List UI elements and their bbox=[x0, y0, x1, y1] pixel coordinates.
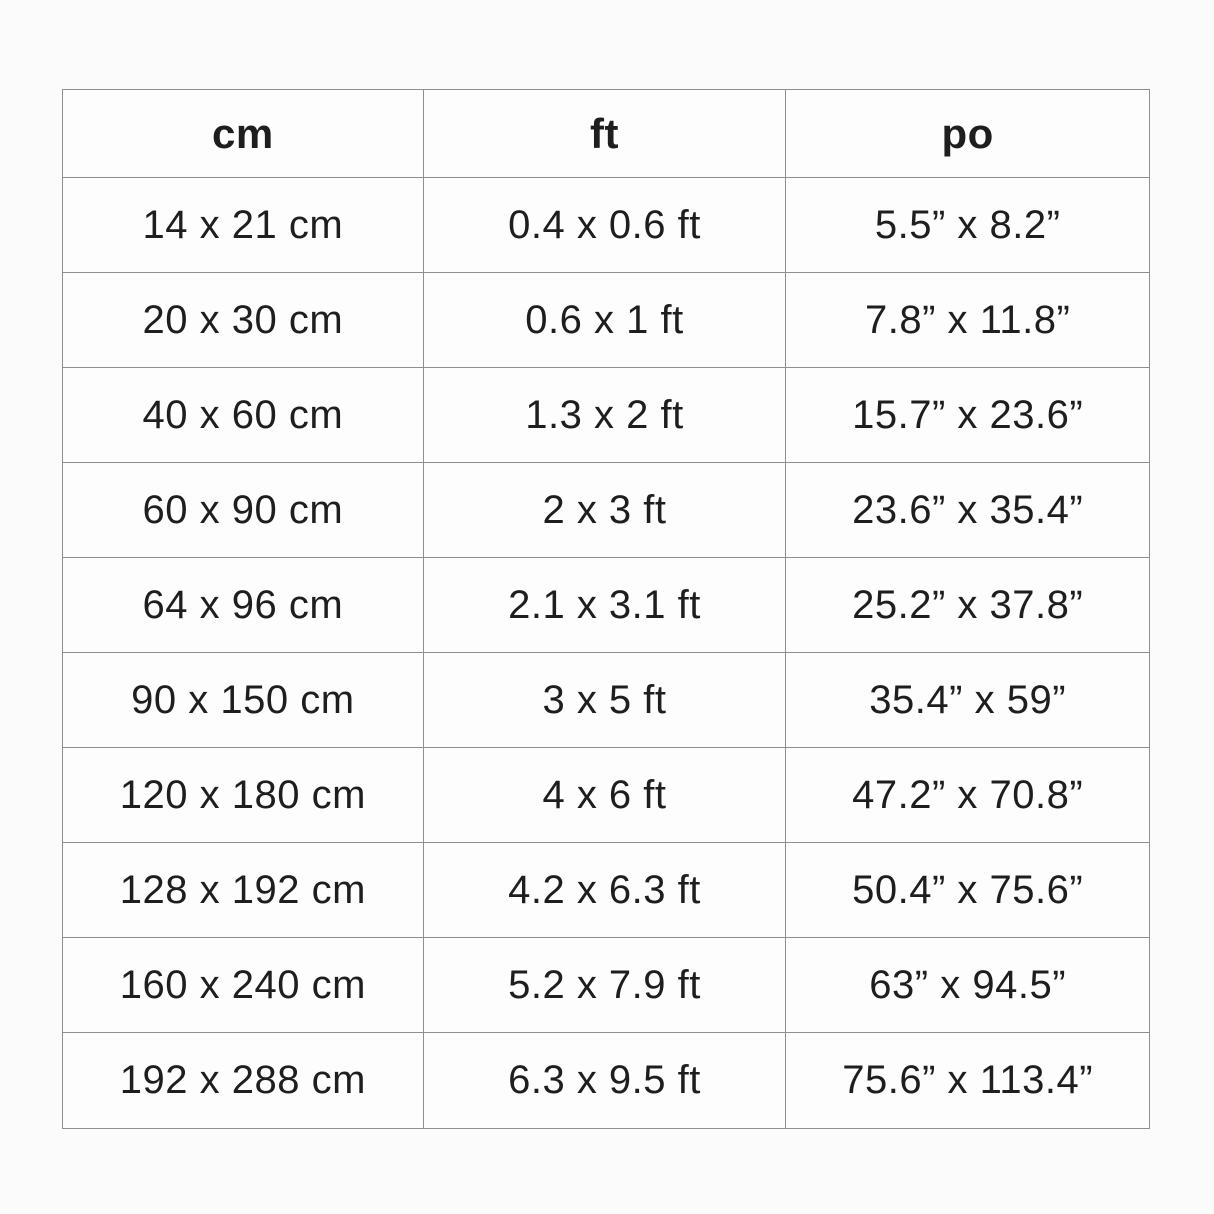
table-cell-po: 25.2” x 37.8” bbox=[852, 582, 1084, 627]
table-cell-po: 5.5” x 8.2” bbox=[874, 202, 1061, 247]
table-row bbox=[63, 558, 1149, 653]
table-cell-ft: 2 x 3 ft bbox=[424, 463, 787, 557]
table-row bbox=[63, 368, 1149, 463]
table-cell-ft: 0.6 x 1 ft bbox=[424, 273, 787, 367]
table-cell-ft: 4.2 x 6.3 ft bbox=[424, 843, 787, 937]
size-conversion-table bbox=[62, 89, 1150, 1129]
table-cell-cm: 192 x 288 cm bbox=[63, 1033, 424, 1128]
table-cell-po: 15.7” x 23.6” bbox=[852, 392, 1084, 437]
table-row bbox=[63, 463, 1149, 558]
table-cell-cm: 40 x 60 cm bbox=[63, 368, 424, 462]
table-row bbox=[63, 938, 1149, 1033]
table-row bbox=[63, 178, 1149, 273]
table-cell-ft: 6.3 x 9.5 ft bbox=[424, 1033, 787, 1128]
table-cell-ft: 5.2 x 7.9 ft bbox=[424, 938, 787, 1032]
table-row bbox=[63, 843, 1149, 938]
table-cell-po: 23.6” x 35.4” bbox=[852, 487, 1084, 532]
table-row bbox=[63, 748, 1149, 843]
table-cell-cm: 20 x 30 cm bbox=[63, 273, 424, 367]
table-cell-ft: 2.1 x 3.1 ft bbox=[424, 558, 787, 652]
table-row bbox=[63, 273, 1149, 368]
table-cell-cm: 60 x 90 cm bbox=[63, 463, 424, 557]
table-row bbox=[63, 1033, 1149, 1128]
table-cell-po: 50.4” x 75.6” bbox=[852, 867, 1084, 912]
table-cell-po: 7.8” x 11.8” bbox=[864, 297, 1071, 342]
table-cell-ft: 3 x 5 ft bbox=[424, 653, 787, 747]
table-cell-cm: 128 x 192 cm bbox=[63, 843, 424, 937]
table-cell-cm: 64 x 96 cm bbox=[63, 558, 424, 652]
table-cell-cm: 120 x 180 cm bbox=[63, 748, 424, 842]
column-header-po: po bbox=[941, 109, 994, 157]
table-cell-cm: 90 x 150 cm bbox=[63, 653, 424, 747]
table-cell-ft: 1.3 x 2 ft bbox=[424, 368, 787, 462]
table-row bbox=[63, 653, 1149, 748]
table-header-row bbox=[63, 90, 1149, 178]
table-cell-po: 35.4” x 59” bbox=[869, 677, 1067, 722]
column-header-cm: cm bbox=[63, 90, 424, 177]
table-cell-ft: 0.4 x 0.6 ft bbox=[424, 178, 787, 272]
column-header-ft: ft bbox=[424, 90, 787, 177]
table-cell-ft: 4 x 6 ft bbox=[424, 748, 787, 842]
table-cell-po: 63” x 94.5” bbox=[869, 962, 1067, 1007]
table-cell-po: 47.2” x 70.8” bbox=[852, 772, 1084, 817]
table-cell-po: 75.6” x 113.4” bbox=[842, 1058, 1094, 1102]
table-cell-cm: 160 x 240 cm bbox=[63, 938, 424, 1032]
table-cell-cm: 14 x 21 cm bbox=[63, 178, 424, 272]
